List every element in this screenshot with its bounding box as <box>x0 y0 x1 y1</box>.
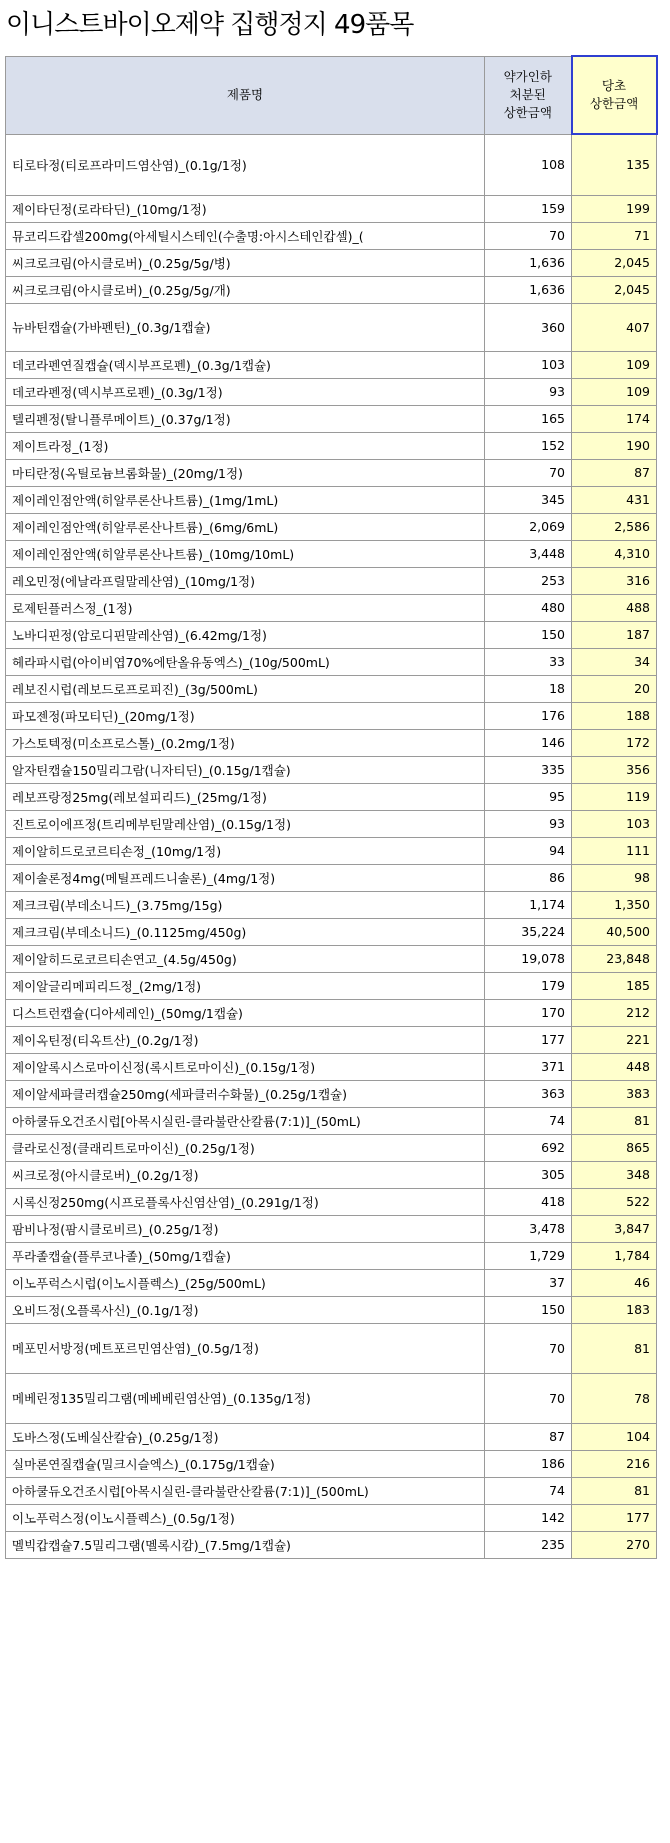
table-row <box>6 891 657 918</box>
table-row <box>6 195 657 222</box>
reduced-price-cell: 18 <box>485 675 572 702</box>
original-price-cell: 185 <box>572 972 657 999</box>
product-name-cell: 팜비나정(팜시클로비르)_(0.25g/1정) <box>6 1215 485 1242</box>
original-price-cell: 177 <box>572 1504 657 1531</box>
original-price-cell: 103 <box>572 810 657 837</box>
original-price-cell: 190 <box>572 432 657 459</box>
original-price-cell: 81 <box>572 1107 657 1134</box>
table-row <box>6 972 657 999</box>
table-row <box>6 486 657 513</box>
product-name-cell: 제크크림(부데소니드)_(0.1125mg/450g) <box>6 918 485 945</box>
reduced-price-cell: 94 <box>485 837 572 864</box>
product-name-cell: 메베린정135밀리그램(메베베린염산염)_(0.135g/1정) <box>6 1373 485 1423</box>
table-row <box>6 1477 657 1504</box>
product-name-cell: 가스토텍정(미소프로스톨)_(0.2mg/1정) <box>6 729 485 756</box>
reduced-price-cell: 35,224 <box>485 918 572 945</box>
original-price-cell: 522 <box>572 1188 657 1215</box>
original-price-cell: 71 <box>572 222 657 249</box>
reduced-price-cell: 86 <box>485 864 572 891</box>
header-original-price-line1: 당초 <box>601 78 627 93</box>
table-row <box>6 249 657 276</box>
header-reduced-price-line2: 처분된 <box>509 87 546 102</box>
header-reduced-price-line3: 상한금액 <box>503 105 552 120</box>
original-price-cell: 4,310 <box>572 540 657 567</box>
product-name-cell: 레보진시럽(레보드로프로피진)_(3g/500mL) <box>6 675 485 702</box>
original-price-cell: 348 <box>572 1161 657 1188</box>
table-row <box>6 1423 657 1450</box>
original-price-cell: 431 <box>572 486 657 513</box>
reduced-price-cell: 108 <box>485 134 572 195</box>
reduced-price-cell: 2,069 <box>485 513 572 540</box>
product-table <box>5 55 658 1559</box>
original-price-cell: 111 <box>572 837 657 864</box>
product-name-cell: 클라로신정(클래리트로마이신)_(0.25g/1정) <box>6 1134 485 1161</box>
table-row <box>6 1134 657 1161</box>
product-name-cell: 씨크로정(아시클로버)_(0.2g/1정) <box>6 1161 485 1188</box>
table-row <box>6 276 657 303</box>
reduced-price-cell: 70 <box>485 1373 572 1423</box>
product-name-cell: 제이알록시스로마이신정(록시트로마이신)_(0.15g/1정) <box>6 1053 485 1080</box>
table-row <box>6 999 657 1026</box>
product-name-cell: 레보프랑정25mg(레보설피리드)_(25mg/1정) <box>6 783 485 810</box>
table-row <box>6 1242 657 1269</box>
reduced-price-cell: 150 <box>485 621 572 648</box>
table-row <box>6 1107 657 1134</box>
product-name-cell: 씨크로크림(아시클로버)_(0.25g/5g/개) <box>6 276 485 303</box>
table-row <box>6 1450 657 1477</box>
original-price-cell: 109 <box>572 351 657 378</box>
table-row <box>6 405 657 432</box>
table-row <box>6 432 657 459</box>
table-row <box>6 702 657 729</box>
table-row <box>6 594 657 621</box>
original-price-cell: 40,500 <box>572 918 657 945</box>
original-price-cell: 2,045 <box>572 249 657 276</box>
reduced-price-cell: 170 <box>485 999 572 1026</box>
reduced-price-cell: 3,448 <box>485 540 572 567</box>
reduced-price-cell: 186 <box>485 1450 572 1477</box>
original-price-cell: 187 <box>572 621 657 648</box>
header-reduced-price <box>485 56 572 134</box>
product-name-cell: 제이타딘정(로라타딘)_(10mg/1정) <box>6 195 485 222</box>
product-name-cell: 메포민서방정(메트포르민염산염)_(0.5g/1정) <box>6 1323 485 1373</box>
reduced-price-cell: 70 <box>485 1323 572 1373</box>
table-row <box>6 1323 657 1373</box>
table-row <box>6 378 657 405</box>
original-price-cell: 34 <box>572 648 657 675</box>
original-price-cell: 81 <box>572 1477 657 1504</box>
original-price-cell: 78 <box>572 1373 657 1423</box>
product-name-cell: 티로타정(티로프라미드염산염)_(0.1g/1정) <box>6 134 485 195</box>
product-name-cell: 제이솔론정4mg(메틸프레드니솔론)_(4mg/1정) <box>6 864 485 891</box>
original-price-cell: 383 <box>572 1080 657 1107</box>
header-original-price <box>572 56 657 134</box>
product-name-cell: 알자틴캡슐150밀리그람(니자티딘)_(0.15g/1캡슐) <box>6 756 485 783</box>
product-name-cell: 푸라졸캡슐(플루코나졸)_(50mg/1캡슐) <box>6 1242 485 1269</box>
reduced-price-cell: 33 <box>485 648 572 675</box>
table-row <box>6 1080 657 1107</box>
reduced-price-cell: 305 <box>485 1161 572 1188</box>
table-row <box>6 918 657 945</box>
reduced-price-cell: 74 <box>485 1107 572 1134</box>
table-row <box>6 1504 657 1531</box>
table-row <box>6 567 657 594</box>
reduced-price-cell: 93 <box>485 378 572 405</box>
product-name-cell: 노바디핀정(암로디핀말레산염)_(6.42mg/1정) <box>6 621 485 648</box>
reduced-price-cell: 87 <box>485 1423 572 1450</box>
reduced-price-cell: 692 <box>485 1134 572 1161</box>
table-row <box>6 540 657 567</box>
product-name-cell: 멜빅캅캡슐7.5밀리그램(멜록시캄)_(7.5mg/1캡슐) <box>6 1531 485 1558</box>
product-name-cell: 이노푸럭스정(이노시플렉스)_(0.5g/1정) <box>6 1504 485 1531</box>
table-row <box>6 783 657 810</box>
reduced-price-cell: 1,636 <box>485 276 572 303</box>
reduced-price-cell: 345 <box>485 486 572 513</box>
original-price-cell: 1,784 <box>572 1242 657 1269</box>
product-name-cell: 제이알히드로코르티손정_(10mg/1정) <box>6 837 485 864</box>
original-price-cell: 3,847 <box>572 1215 657 1242</box>
product-name-cell: 텔리펜정(탈니플루메이트)_(0.37g/1정) <box>6 405 485 432</box>
product-name-cell: 뮤코리드캅셀200mg(아세틸시스테인(수출명:아시스테인캅셀)_( <box>6 222 485 249</box>
product-name-cell: 제이레인점안액(히알루론산나트륨)_(6mg/6mL) <box>6 513 485 540</box>
reduced-price-cell: 74 <box>485 1477 572 1504</box>
reduced-price-cell: 19,078 <box>485 945 572 972</box>
table-row <box>6 459 657 486</box>
product-name-cell: 제이옥틴정(티옥트산)_(0.2g/1정) <box>6 1026 485 1053</box>
product-name-cell: 제이알글리메피리드정_(2mg/1정) <box>6 972 485 999</box>
original-price-cell: 488 <box>572 594 657 621</box>
reduced-price-cell: 177 <box>485 1026 572 1053</box>
table-row <box>6 1215 657 1242</box>
product-name-cell: 진트로이에프정(트리메부틴말레산염)_(0.15g/1정) <box>6 810 485 837</box>
table-row <box>6 1373 657 1423</box>
original-price-cell: 183 <box>572 1296 657 1323</box>
table-row <box>6 675 657 702</box>
product-name-cell: 제이레인점안액(히알루론산나트륨)_(1mg/1mL) <box>6 486 485 513</box>
table-row <box>6 1531 657 1558</box>
table-row <box>6 1296 657 1323</box>
reduced-price-cell: 95 <box>485 783 572 810</box>
product-name-cell: 오비드정(오플록사신)_(0.1g/1정) <box>6 1296 485 1323</box>
original-price-cell: 174 <box>572 405 657 432</box>
original-price-cell: 356 <box>572 756 657 783</box>
product-name-cell: 제이알세파클러캡슐250mg(세파클러수화물)_(0.25g/1캡슐) <box>6 1080 485 1107</box>
product-name-cell: 제이알히드로코르티손연고_(4.5g/450g) <box>6 945 485 972</box>
original-price-cell: 23,848 <box>572 945 657 972</box>
table-row <box>6 1161 657 1188</box>
table-row <box>6 303 657 351</box>
product-name-cell: 씨크로크림(아시클로버)_(0.25g/5g/병) <box>6 249 485 276</box>
original-price-cell: 46 <box>572 1269 657 1296</box>
reduced-price-cell: 253 <box>485 567 572 594</box>
reduced-price-cell: 152 <box>485 432 572 459</box>
table-row <box>6 837 657 864</box>
reduced-price-cell: 179 <box>485 972 572 999</box>
product-name-cell: 데코라펜정(덱시부프로펜)_(0.3g/1정) <box>6 378 485 405</box>
header-reduced-price-line1: 약가인하 <box>503 69 552 84</box>
page-title: 이니스트바이오제약 집행정지 49품목 <box>6 10 414 40</box>
product-name-cell: 이노푸럭스시럽(이노시플렉스)_(25g/500mL) <box>6 1269 485 1296</box>
original-price-cell: 1,350 <box>572 891 657 918</box>
original-price-cell: 216 <box>572 1450 657 1477</box>
table-row <box>6 729 657 756</box>
reduced-price-cell: 371 <box>485 1053 572 1080</box>
reduced-price-cell: 335 <box>485 756 572 783</box>
original-price-cell: 865 <box>572 1134 657 1161</box>
table-row <box>6 1026 657 1053</box>
table-row <box>6 810 657 837</box>
product-name-cell: 마티란정(옥틸로늄브롬화물)_(20mg/1정) <box>6 459 485 486</box>
reduced-price-cell: 146 <box>485 729 572 756</box>
table-row <box>6 222 657 249</box>
reduced-price-cell: 3,478 <box>485 1215 572 1242</box>
header-original-price-line2: 상한금액 <box>589 96 639 111</box>
reduced-price-cell: 360 <box>485 303 572 351</box>
product-name-cell: 아하쿨듀오건조시럽[아목시실린-클라불란산칼륨(7:1)]_(50mL) <box>6 1107 485 1134</box>
original-price-cell: 199 <box>572 195 657 222</box>
reduced-price-cell: 165 <box>485 405 572 432</box>
product-name-cell: 디스트런캡슐(디아세레인)_(50mg/1캡슐) <box>6 999 485 1026</box>
product-name-cell: 실마론연질캡슐(밀크시슬엑스)_(0.175g/1캡슐) <box>6 1450 485 1477</box>
header-product-name: 제품명 <box>6 56 485 134</box>
product-name-cell: 제이트라정_(1정) <box>6 432 485 459</box>
table-row <box>6 513 657 540</box>
product-name-cell: 레오민정(에날라프릴말레산염)_(10mg/1정) <box>6 567 485 594</box>
product-name-cell: 도바스정(도베실산칼슘)_(0.25g/1정) <box>6 1423 485 1450</box>
product-name-cell: 헤라파시럽(아이비엽70%에탄올유동엑스)_(10g/500mL) <box>6 648 485 675</box>
reduced-price-cell: 1,174 <box>485 891 572 918</box>
original-price-cell: 119 <box>572 783 657 810</box>
original-price-cell: 2,586 <box>572 513 657 540</box>
product-name-cell: 시록신정250mg(시프로플록사신염산염)_(0.291g/1정) <box>6 1188 485 1215</box>
table-row <box>6 648 657 675</box>
original-price-cell: 221 <box>572 1026 657 1053</box>
table-row <box>6 1269 657 1296</box>
original-price-cell: 212 <box>572 999 657 1026</box>
original-price-cell: 104 <box>572 1423 657 1450</box>
reduced-price-cell: 1,636 <box>485 249 572 276</box>
original-price-cell: 81 <box>572 1323 657 1373</box>
reduced-price-cell: 176 <box>485 702 572 729</box>
product-name-cell: 데코라펜연질캡슐(덱시부프로펜)_(0.3g/1캡슐) <box>6 351 485 378</box>
product-name-cell: 제이레인점안액(히알루론산나트륨)_(10mg/10mL) <box>6 540 485 567</box>
reduced-price-cell: 70 <box>485 459 572 486</box>
original-price-cell: 98 <box>572 864 657 891</box>
table-row <box>6 134 657 195</box>
table-row <box>6 864 657 891</box>
reduced-price-cell: 103 <box>485 351 572 378</box>
table-row <box>6 621 657 648</box>
reduced-price-cell: 418 <box>485 1188 572 1215</box>
reduced-price-cell: 159 <box>485 195 572 222</box>
original-price-cell: 2,045 <box>572 276 657 303</box>
table-header-row <box>6 56 657 134</box>
original-price-cell: 316 <box>572 567 657 594</box>
original-price-cell: 448 <box>572 1053 657 1080</box>
reduced-price-cell: 150 <box>485 1296 572 1323</box>
table-row <box>6 756 657 783</box>
table-row <box>6 1053 657 1080</box>
reduced-price-cell: 235 <box>485 1531 572 1558</box>
reduced-price-cell: 37 <box>485 1269 572 1296</box>
product-name-cell: 로제틴플러스정_(1정) <box>6 594 485 621</box>
original-price-cell: 172 <box>572 729 657 756</box>
table-row <box>6 1188 657 1215</box>
original-price-cell: 109 <box>572 378 657 405</box>
original-price-cell: 20 <box>572 675 657 702</box>
reduced-price-cell: 363 <box>485 1080 572 1107</box>
reduced-price-cell: 142 <box>485 1504 572 1531</box>
original-price-cell: 270 <box>572 1531 657 1558</box>
product-name-cell: 제크크림(부데소니드)_(3.75mg/15g) <box>6 891 485 918</box>
table-row <box>6 945 657 972</box>
reduced-price-cell: 93 <box>485 810 572 837</box>
table-row <box>6 351 657 378</box>
original-price-cell: 188 <box>572 702 657 729</box>
reduced-price-cell: 1,729 <box>485 1242 572 1269</box>
reduced-price-cell: 70 <box>485 222 572 249</box>
original-price-cell: 407 <box>572 303 657 351</box>
product-name-cell: 파모젠정(파모티딘)_(20mg/1정) <box>6 702 485 729</box>
product-name-cell: 뉴바틴캡슐(가바펜틴)_(0.3g/1캡슐) <box>6 303 485 351</box>
original-price-cell: 87 <box>572 459 657 486</box>
original-price-cell: 135 <box>572 134 657 195</box>
reduced-price-cell: 480 <box>485 594 572 621</box>
product-name-cell: 아하쿨듀오건조시럽[아목시실린-클라불란산칼륨(7:1)]_(500mL) <box>6 1477 485 1504</box>
table-body <box>6 134 657 1558</box>
